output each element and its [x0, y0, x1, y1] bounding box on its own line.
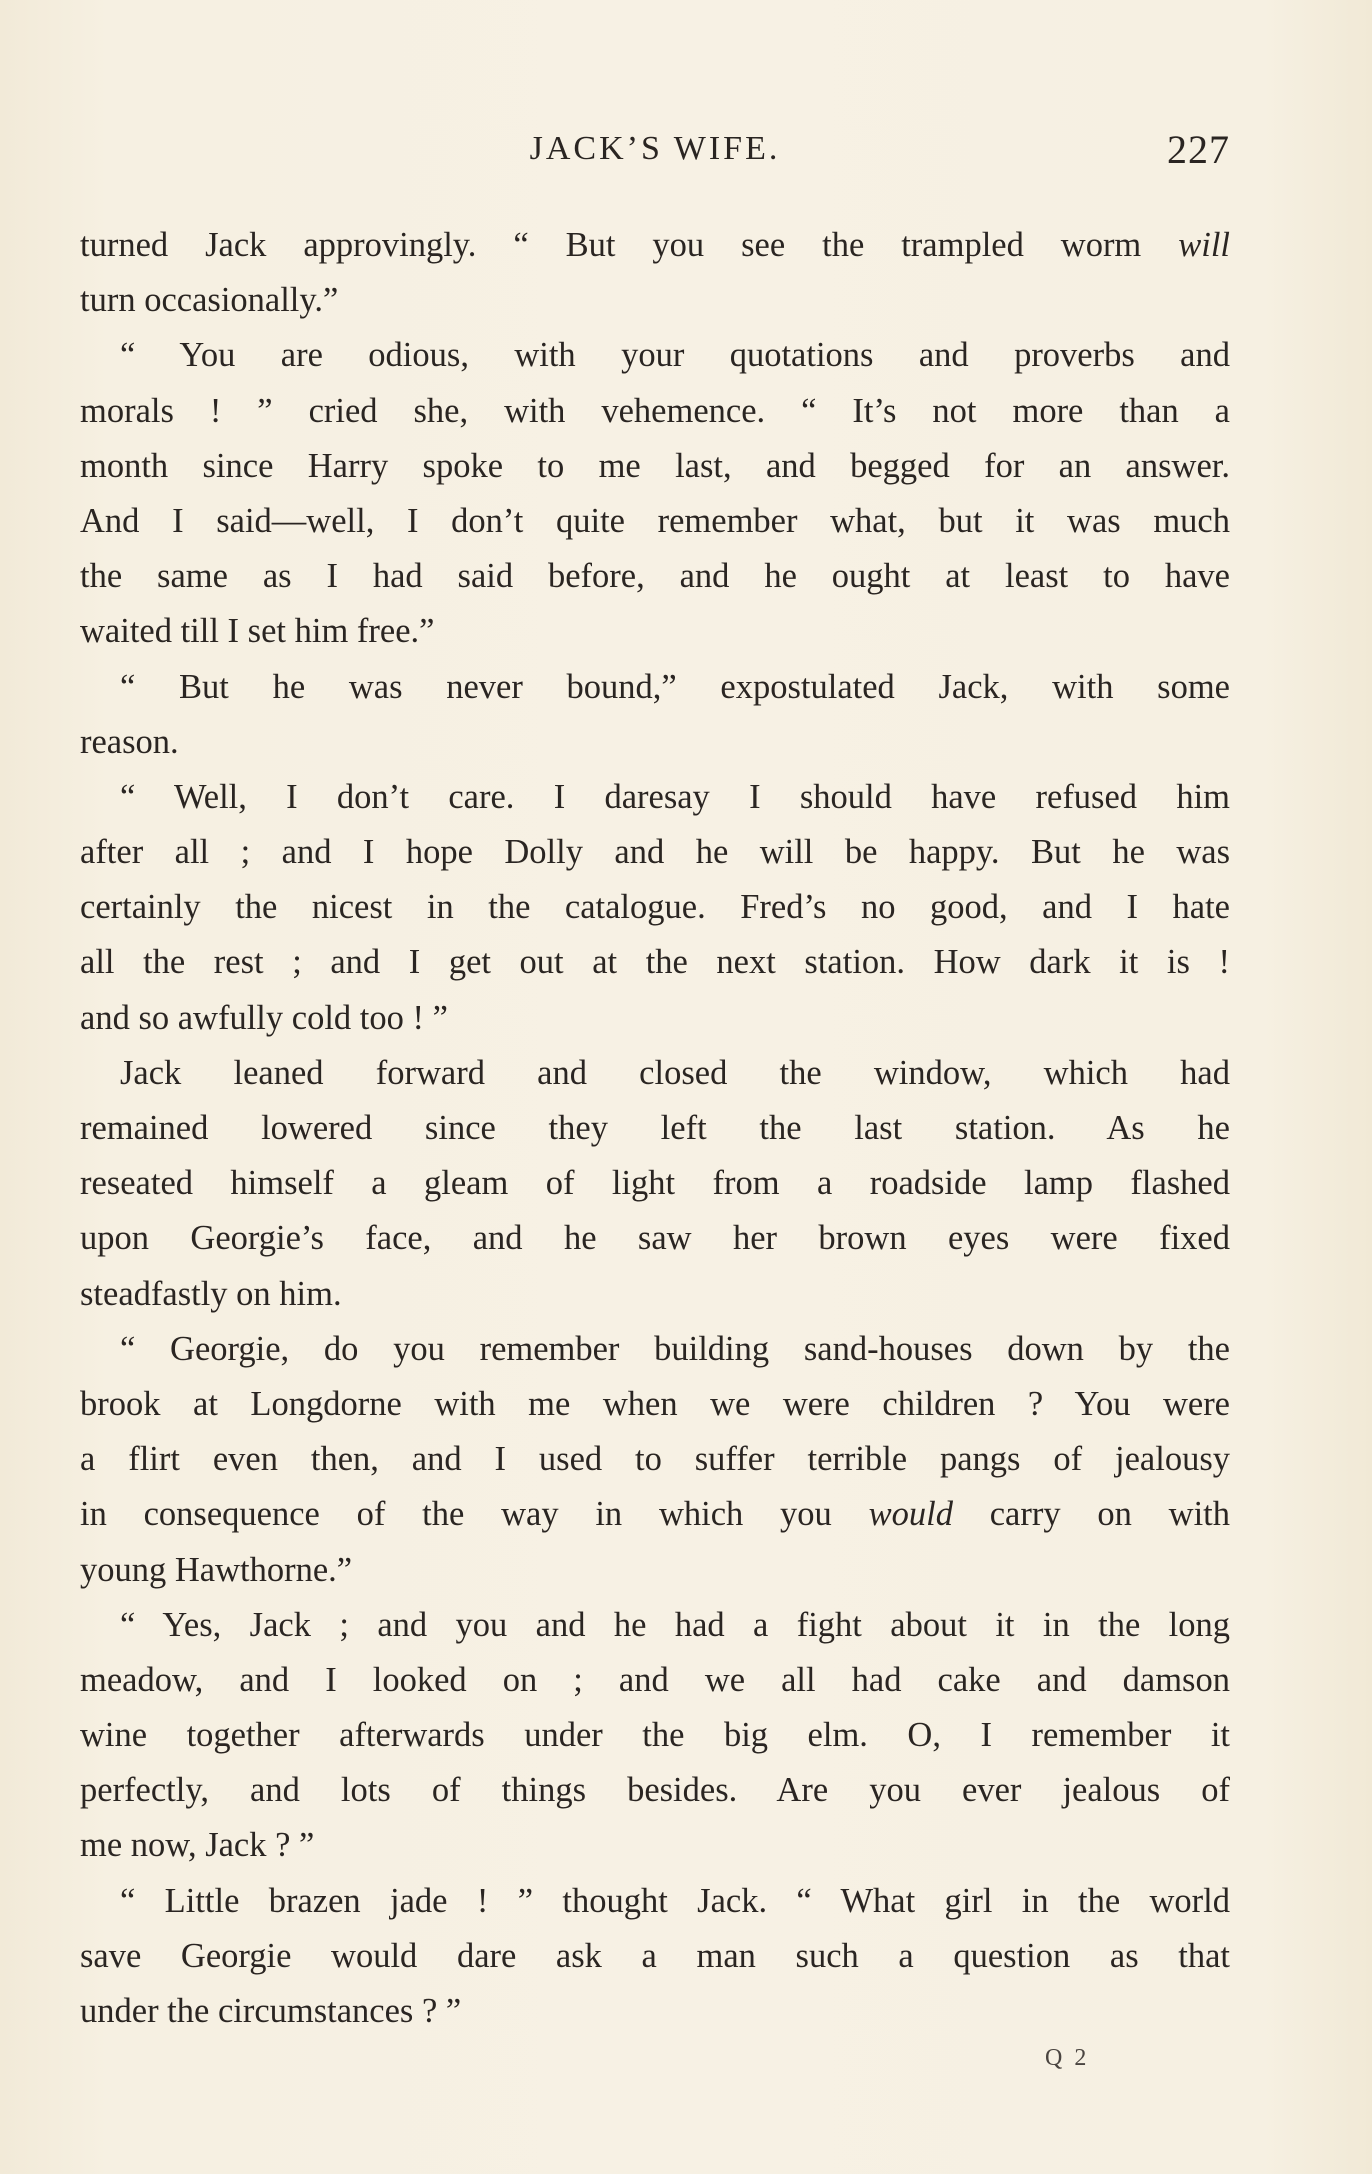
text-line: “ Little brazen jade ! ” thought Jack. “ What girl in the world [120, 1881, 1230, 1920]
text-line: save Georgie would dare ask a man such a question as that [80, 1936, 1230, 1975]
page-number: 227 [1167, 127, 1230, 172]
text-line: turned Jack approvingly. “ But you see the trampled worm will [80, 226, 1230, 264]
running-title: JACK’S WIFE. [529, 130, 781, 167]
text-line: under the circumstances ? ” [80, 1992, 462, 2030]
text-line: all the rest ; and I get out at the next station. How dark it is ! [80, 943, 1230, 982]
text-line: upon Georgie’s face, and he saw her brown eyes were fixed [80, 1219, 1230, 1258]
text-line: after all ; and I hope Dolly and he will be happy. But he was [80, 833, 1230, 872]
running-head [80, 127, 1230, 190]
text-line: brook at Longdorne with me when we were children ? You were [80, 1384, 1230, 1423]
text-line: waited till I set him free.” [80, 612, 435, 651]
text-line: in consequence of the way in which you would carry on with [80, 1495, 1230, 1534]
text-line: wine together afterwards under the big elm. O, I remember it [80, 1716, 1230, 1755]
text-line: reseated himself a gleam of light from a roadside lamp flashed [80, 1164, 1230, 1203]
text-line: me now, Jack ? ” [80, 1826, 315, 1865]
text-line: meadow, and I looked on ; and we all had cake and damson [80, 1660, 1230, 1699]
signature-mark: Q 2 [1045, 2045, 1090, 2071]
text-line: reason. [80, 722, 179, 761]
text-line: turn occasionally.” [80, 281, 339, 320]
text-line: perfectly, and lots of things besides. Are you ever jealous of [80, 1771, 1230, 1810]
text-line: the same as I had said before, and he ought at least to have [80, 557, 1230, 596]
text-line: a flirt even then, and I used to suffer terrible pangs of jealousy [80, 1440, 1230, 1479]
text-line: remained lowered since they left the last station. As he [80, 1109, 1230, 1147]
text-line: “ You are odious, with your quotations and proverbs and [120, 336, 1230, 375]
text-line: and so awfully cold too ! ” [80, 998, 448, 1037]
text-line: “ Yes, Jack ; and you and he had a fight about it in the long [120, 1605, 1230, 1644]
text-line: “ Well, I don’t care. I daresay I should have refused him [120, 777, 1230, 816]
text-line: young Hawthorne.” [80, 1550, 353, 1589]
text-line: Jack leaned forward and closed the window, which had [120, 1053, 1230, 1092]
text-line: “ Georgie, do you remember building sand-houses down by the [120, 1329, 1230, 1368]
text-line: morals ! ” cried she, with vehemence. “ It’s not more than a [80, 391, 1230, 430]
text-line: “ But he was never bound,” expostulated Jack, with some [120, 667, 1230, 706]
body-text [80, 218, 1230, 2039]
text-line: And I said—well, I don’t quite remember what, but it was much [80, 501, 1230, 540]
text-line: steadfastly on him. [80, 1274, 342, 1313]
text-line: month since Harry spoke to me last, and begged for an answer. [80, 446, 1230, 485]
text-line: certainly the nicest in the catalogue. Fred’s no good, and I hate [80, 888, 1230, 927]
